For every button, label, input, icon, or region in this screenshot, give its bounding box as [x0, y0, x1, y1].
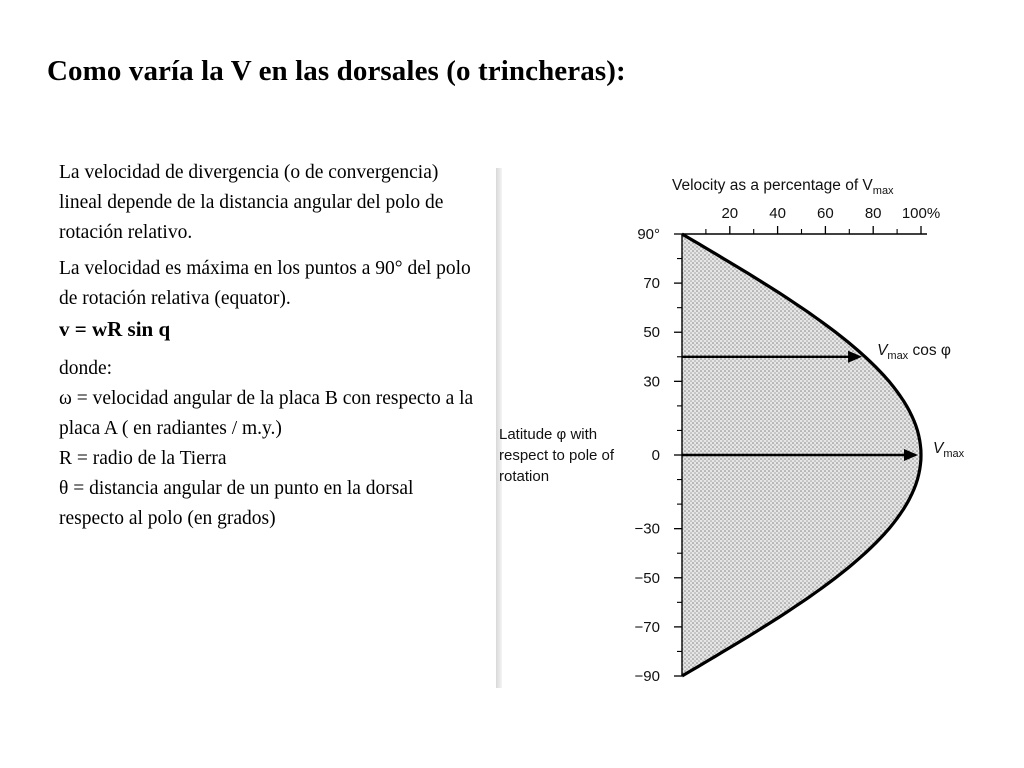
slide-title: Como varía la V en las dorsales (o trincheras):	[47, 55, 626, 87]
velocity-latitude-figure	[496, 162, 1006, 692]
arrow-label-sub: max	[943, 448, 965, 460]
y-axis-label-line: respect to pole of	[499, 447, 615, 464]
paragraph-maximum-end: del polo de rotación relativa (equator).	[59, 258, 471, 309]
y-axis-label-line: Latitude φ with	[499, 426, 598, 443]
y-tick-label: −30	[634, 520, 660, 538]
x-tick-label: 40	[769, 205, 786, 222]
x-tick-label: 80	[864, 205, 882, 222]
y-tick-label: 30	[643, 373, 660, 391]
chart-title: Velocity as a percentage of $V_{max}$	[672, 177, 894, 197]
x-tick-label: 20	[721, 205, 739, 222]
y-tick-label: 70	[643, 275, 660, 293]
arrow-label: $V_{max}$ cos φ	[877, 341, 951, 362]
arrow-label: $V_{max}$	[933, 440, 965, 460]
x-tick-label: 60	[817, 205, 834, 222]
y-axis-label-line: rotation	[499, 468, 550, 485]
y-tick-label: 50	[643, 324, 660, 342]
donde-label: donde:	[59, 358, 113, 379]
radius-definition: R = radio de la Tierra	[59, 448, 227, 469]
theta-definition: θ = distancia angular de un punto en la dorsal respecto al polo (en grados)	[59, 478, 414, 529]
arrow-label-suffix: cos φ	[908, 341, 951, 359]
x-tick-label: 100%	[901, 205, 941, 222]
omega-definition: ω = velocidad angular de la placa B con respecto a la placa A ( en radiantes / m.y.)	[59, 388, 474, 439]
chart-title-sub: max	[872, 185, 894, 197]
y-tick-label: −70	[634, 618, 660, 636]
y-tick-label: −50	[634, 569, 660, 587]
explanation-text	[59, 158, 479, 534]
y-tick-label: 0	[651, 447, 660, 464]
arrow-label-sub: max	[887, 349, 909, 362]
paragraph-maximum-start: La velocidad es máxima en los puntos a 90	[59, 258, 395, 279]
y-tick-label: 90°	[637, 226, 660, 243]
paragraph-dependence: La velocidad de divergencia (o de convergencia) lineal depende de la distancia angular del polo de rotación relativo.	[59, 162, 444, 243]
y-tick-label: −90	[634, 668, 660, 685]
paragraph-maximum	[59, 254, 479, 314]
velocity-formula: v = wR sin q	[59, 317, 171, 341]
velocity-chart-svg	[496, 162, 1006, 692]
degree-symbol: °	[394, 258, 403, 279]
